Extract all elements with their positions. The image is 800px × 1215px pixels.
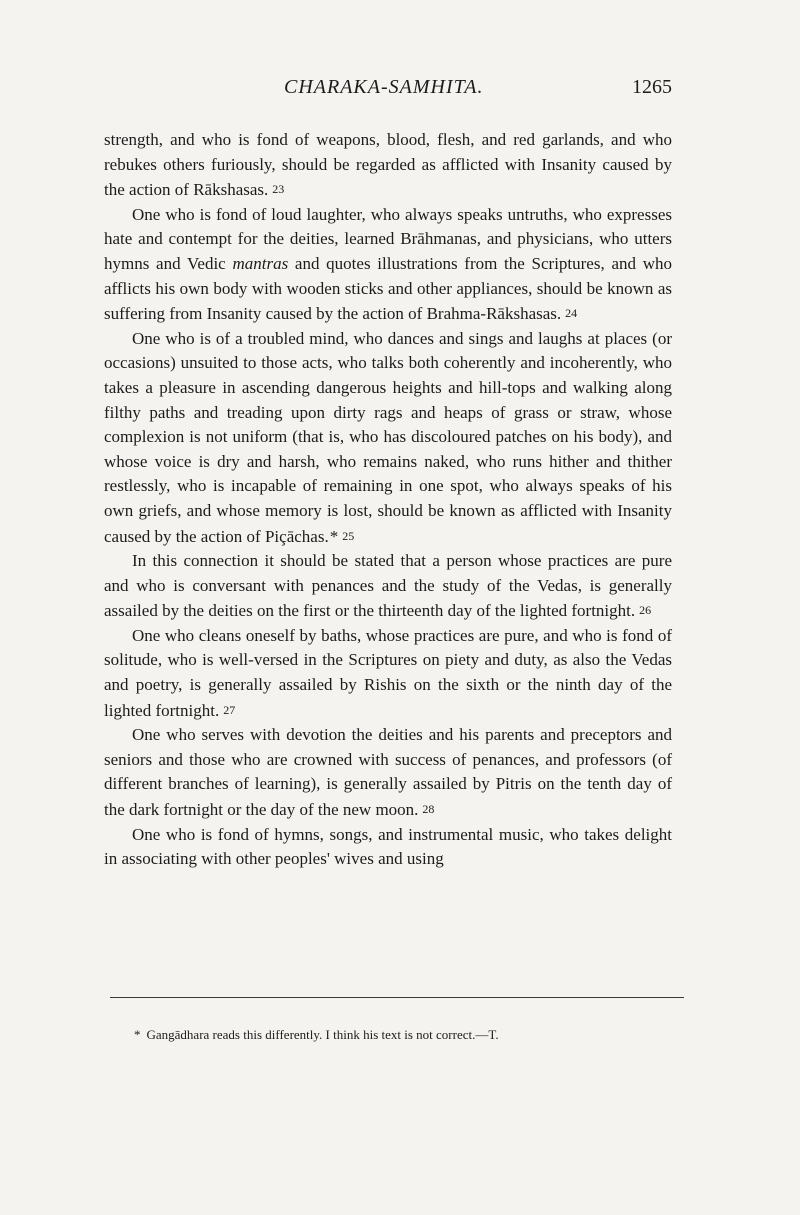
- paragraph-text: One who serves with devotion the deities and his parents and preceptors and seniors and those who are crowned with success of penances, and professors (of different branches of learning), is generally assailed by Pitris on the tenth day of the dark fortnight or the day of the new moon.: [104, 725, 672, 820]
- running-head: [104, 76, 672, 106]
- page-number: 1265: [632, 76, 672, 98]
- body-text: [104, 128, 672, 872]
- verse-number: 27: [223, 702, 236, 717]
- paragraph-text: strength, and who is fond of weapons, blood, flesh, and red garlands, and who rebukes others furiously, should be regarded as afflicted with Insanity caused by the action of Rākshasas.: [104, 130, 672, 200]
- verse-number: 26: [639, 603, 652, 618]
- italic-term: mantras: [232, 253, 289, 273]
- paragraph-24: [104, 203, 672, 327]
- paragraph-text: and quotes illustrations from the Scriptures, and who afflicts his own body with wooden sticks and other appliances, should be known as suffering from Insanity caused by the action of Brahma-Rākshasas.: [104, 253, 672, 324]
- paragraph-text: One who is fond of loud laughter, who always speaks untruths, who expresses hate and contempt for the deities, learned Brāhmanas, and physicians, who utters hymns and Vedic: [104, 204, 672, 273]
- footnote-reference: *: [329, 526, 339, 546]
- paragraph-25: [104, 327, 672, 549]
- paragraph-text: One who is of a troubled mind, who dances and sings and laughs at places (or occasions) unsuited to those acts, who talks both coherently and incoherently, who takes a pleasure in ascending dangerous heights and hill-tops and walking along filthy paths and treading upon dirty rags and heaps of grass or straw, whose complexion is not uniform (that is, who has discoloured patches on his body), and whose voice is dry and harsh, who remains naked, who runs hither and thither restlessly, who is incapable of remaining in one spot, who always speaks of his own griefs, and whose memory is lost, should be known as afflicted with Insanity caused by the action of Piçāchas.: [104, 328, 672, 546]
- paragraph-26: [104, 549, 672, 624]
- footnote-divider: [110, 997, 684, 998]
- footnote: [134, 1026, 694, 1044]
- running-head-title: CHARAKA-SAMHITA.: [284, 76, 484, 98]
- paragraph-text: In this connection it should be stated that a person whose practices are pure and who is conversant with penances and the study of the Vedas, is generally assailed by the deities on the first or the thirteenth day of the lighted fortnight.: [104, 551, 672, 621]
- verse-number: 24: [565, 306, 578, 321]
- paragraph-text: One who is fond of hymns, songs, and instrumental music, who takes delight in associating with other peoples' wives and using: [104, 824, 672, 869]
- verse-number: 25: [342, 528, 355, 543]
- footnote-marker: *: [134, 1027, 141, 1042]
- verse-number: 28: [422, 802, 435, 817]
- paragraph-23: [104, 128, 672, 203]
- paragraph-text: One who cleans oneself by baths, whose practices are pure, and who is fond of solitude, who is well-versed in the Scriptures on piety and duty, as also the Vedas and poetry, is generally assailed by Rishis on the sixth or the ninth day of the lighted fortnight.: [104, 625, 672, 720]
- verse-number: 23: [272, 182, 285, 197]
- paragraph-continues: [104, 823, 672, 872]
- paragraph-28: [104, 723, 672, 822]
- footnote-text: Gangādhara reads this differently. I think his text is not correct.—T.: [146, 1027, 499, 1042]
- paragraph-27: [104, 624, 672, 723]
